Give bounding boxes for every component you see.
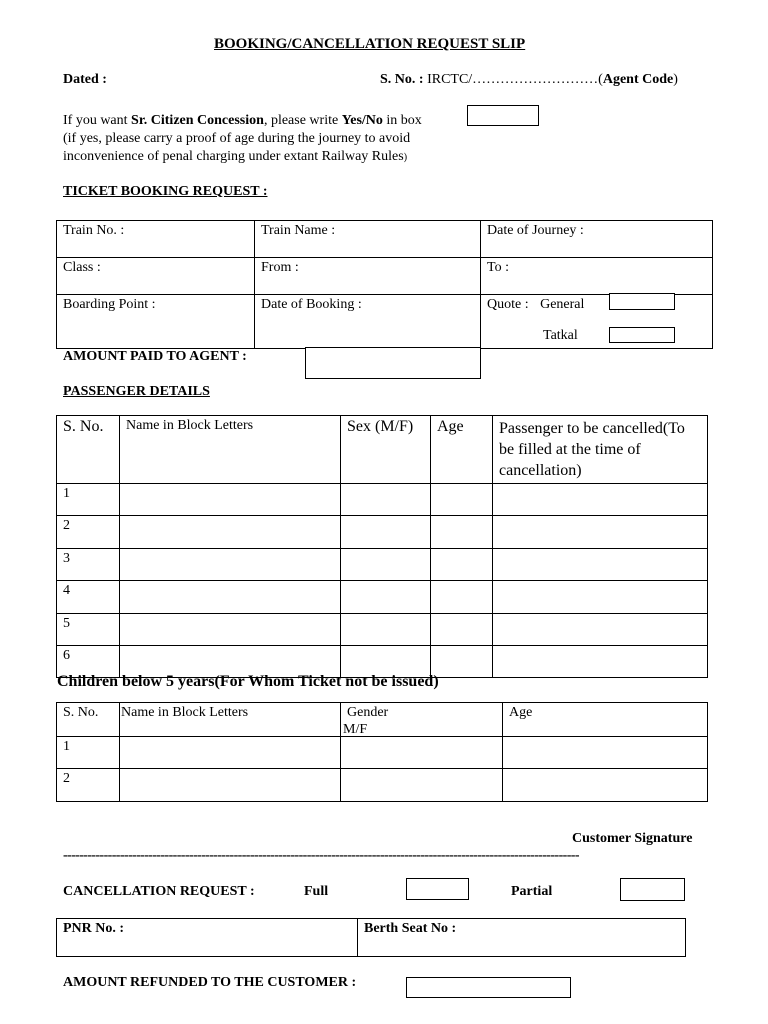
table-row bbox=[57, 614, 708, 646]
column-header: S. No. bbox=[57, 416, 120, 484]
date-of-journey-field[interactable]: Date of Journey : bbox=[481, 221, 713, 258]
cancellation-full-label: Full bbox=[304, 884, 329, 899]
date-of-booking-field[interactable]: Date of Booking : bbox=[255, 295, 481, 349]
concession-line-2: (if yes, please carry a proof of age during the journey to avoid bbox=[63, 131, 411, 146]
cancel-cell[interactable] bbox=[493, 614, 708, 646]
amount-paid-label: AMOUNT PAID TO AGENT : bbox=[63, 349, 247, 364]
serial-number-suffix: ) bbox=[673, 72, 678, 87]
cancel-cell[interactable] bbox=[493, 516, 708, 549]
quote-label: Quote : bbox=[487, 297, 529, 312]
booking-row bbox=[57, 221, 713, 258]
class-field[interactable]: Class : bbox=[57, 258, 255, 295]
passenger-header-row bbox=[57, 416, 708, 484]
dated-label: Dated : bbox=[63, 72, 107, 87]
berth-seat-field[interactable]: Berth Seat No : bbox=[358, 919, 686, 957]
page-title: BOOKING/CANCELLATION REQUEST SLIP bbox=[214, 36, 526, 52]
age-cell[interactable] bbox=[503, 737, 708, 769]
table-row bbox=[57, 516, 708, 549]
column-header: Name in Block Letters bbox=[120, 703, 341, 737]
row-number: 4 bbox=[57, 581, 120, 614]
name-cell[interactable] bbox=[120, 581, 341, 614]
name-cell[interactable] bbox=[120, 614, 341, 646]
quote-tatkal-label: Tatkal bbox=[543, 328, 578, 343]
cancellation-partial-box[interactable] bbox=[620, 878, 685, 901]
table-row bbox=[57, 737, 708, 769]
age-cell[interactable] bbox=[431, 614, 493, 646]
age-cell[interactable] bbox=[431, 484, 493, 516]
cancel-cell[interactable] bbox=[493, 646, 708, 678]
quote-tatkal-box[interactable] bbox=[609, 327, 675, 343]
name-cell[interactable] bbox=[120, 737, 341, 769]
name-cell[interactable] bbox=[120, 549, 341, 581]
gender-cell[interactable] bbox=[341, 737, 503, 769]
train-number-field[interactable]: Train No. : bbox=[57, 221, 255, 258]
cancel-cell[interactable] bbox=[493, 484, 708, 516]
column-header: Passenger to be cancelled(To be filled at the time of cancellation) bbox=[493, 416, 708, 484]
passenger-details-title: PASSENGER DETAILS bbox=[63, 384, 210, 399]
to-field[interactable]: To : bbox=[481, 258, 713, 295]
gender-sub-label: M/F bbox=[343, 722, 368, 737]
quote-field bbox=[481, 295, 713, 349]
row-number: 5 bbox=[57, 614, 120, 646]
amount-paid-box[interactable] bbox=[305, 347, 481, 379]
children-table bbox=[56, 702, 708, 802]
sex-cell[interactable] bbox=[341, 516, 431, 549]
pnr-table bbox=[56, 918, 686, 957]
concession-note bbox=[63, 112, 422, 167]
column-header: Age bbox=[431, 416, 493, 484]
row-number: 1 bbox=[57, 737, 120, 769]
amount-refunded-label: AMOUNT REFUNDED TO THE CUSTOMER : bbox=[63, 975, 357, 990]
cancellation-full-box[interactable] bbox=[406, 878, 469, 900]
sex-cell[interactable] bbox=[341, 581, 431, 614]
from-field[interactable]: From : bbox=[255, 258, 481, 295]
quote-general-label: General bbox=[540, 297, 585, 312]
cancellation-request-label: CANCELLATION REQUEST : bbox=[63, 884, 255, 899]
cancel-cell[interactable] bbox=[493, 581, 708, 614]
customer-signature-label: Customer Signature bbox=[572, 831, 693, 846]
column-header: Name in Block Letters bbox=[120, 416, 341, 484]
column-header: S. No. bbox=[57, 703, 120, 737]
booking-row bbox=[57, 258, 713, 295]
table-row bbox=[57, 549, 708, 581]
name-cell[interactable] bbox=[120, 769, 341, 802]
row-number: 2 bbox=[57, 516, 120, 549]
column-header: Gender M/F bbox=[341, 703, 503, 737]
cancel-cell[interactable] bbox=[493, 549, 708, 581]
cut-line-separator: ------------------------------------------------------------------------------------------------------------------------------- bbox=[63, 848, 579, 863]
agent-code-label: Agent Code bbox=[602, 72, 674, 87]
row-number: 2 bbox=[57, 769, 120, 802]
passenger-table bbox=[56, 415, 708, 678]
age-cell[interactable] bbox=[431, 516, 493, 549]
cancellation-partial-label: Partial bbox=[511, 884, 553, 899]
quote-general-box[interactable] bbox=[609, 293, 675, 310]
sex-cell[interactable] bbox=[341, 614, 431, 646]
column-header: Age bbox=[503, 703, 708, 737]
concession-line-1: If you want Sr. Citizen Concession, please write Yes/No in box bbox=[63, 113, 422, 128]
row-number: 3 bbox=[57, 549, 120, 581]
serial-number bbox=[380, 72, 678, 88]
amount-refunded-box[interactable] bbox=[406, 977, 571, 998]
serial-number-label: S. No. : bbox=[380, 72, 424, 87]
age-cell[interactable] bbox=[431, 581, 493, 614]
boarding-point-field[interactable]: Boarding Point : bbox=[57, 295, 255, 349]
name-cell[interactable] bbox=[120, 516, 341, 549]
age-cell[interactable] bbox=[503, 769, 708, 802]
table-row bbox=[57, 581, 708, 614]
table-row bbox=[57, 769, 708, 802]
name-cell[interactable] bbox=[120, 484, 341, 516]
concession-line-3: inconvenience of penal charging under extant Railway Rules) bbox=[63, 149, 408, 164]
children-section-title: Children below 5 years(For Whom Ticket not be issued) bbox=[57, 673, 439, 690]
train-name-field[interactable]: Train Name : bbox=[255, 221, 481, 258]
column-header: Sex (M/F) bbox=[341, 416, 431, 484]
children-header-row bbox=[57, 703, 708, 737]
row-number: 1 bbox=[57, 484, 120, 516]
age-cell[interactable] bbox=[431, 549, 493, 581]
row-number: 6 bbox=[57, 646, 120, 678]
sex-cell[interactable] bbox=[341, 549, 431, 581]
table-row bbox=[57, 484, 708, 516]
senior-citizen-concession-box[interactable] bbox=[467, 105, 539, 126]
pnr-field[interactable]: PNR No. : bbox=[57, 919, 358, 957]
age-cell[interactable] bbox=[431, 646, 493, 678]
ticket-booking-title: TICKET BOOKING REQUEST : bbox=[63, 184, 268, 199]
gender-cell[interactable] bbox=[341, 769, 503, 802]
sex-cell[interactable] bbox=[341, 484, 431, 516]
serial-number-prefix: IRCTC/………………………( bbox=[427, 72, 603, 87]
